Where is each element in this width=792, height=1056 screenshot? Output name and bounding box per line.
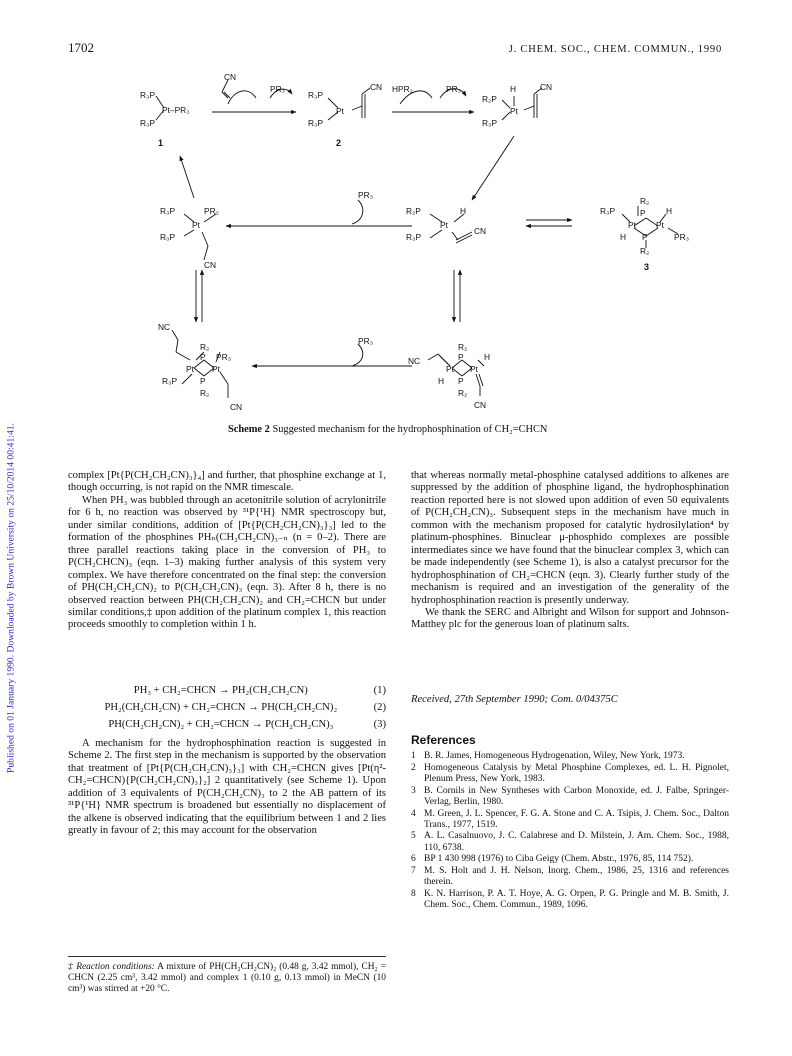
svg-text:R₂: R₂ [458, 342, 468, 352]
svg-text:HPR₂: HPR₂ [392, 84, 413, 94]
equation-3: PH(CH₂CH₂CN)₂ + CH₂=CHCN → P(CH₂CH₂CN)₃ (3) [108, 719, 386, 730]
svg-text:R₃P: R₃P [406, 232, 422, 242]
svg-text:R₂: R₂ [200, 342, 210, 352]
svg-text:Pt: Pt [510, 106, 518, 116]
svg-text:R₂: R₂ [640, 246, 650, 256]
compound-1-label: 1 [158, 138, 164, 148]
svg-text:CN: CN [540, 82, 553, 92]
svg-text:P: P [200, 376, 206, 386]
svg-text:R₂: R₂ [640, 196, 650, 206]
equation-1: PH₃ + CH₂=CHCN → PH₂(CH₂CH₂CN) (1) [133, 685, 386, 696]
download-stamp-text: Published on 01 January 1990. Downloaded by Brown University on 25/10/2014 00:41:41. [5, 423, 17, 773]
footnote [68, 962, 386, 996]
svg-text:CN: CN [204, 260, 217, 270]
svg-text:R₂P: R₂P [406, 206, 421, 216]
svg-text:PR₃: PR₃ [270, 84, 286, 94]
footnote-rule [68, 956, 386, 957]
equation-2: PH₂(CH₂CH₂CN) + CH₂=CHCN → PH(CH₂CH₂CN)₂ (2) [104, 702, 386, 713]
svg-text:PR₂: PR₂ [204, 206, 219, 216]
paragraph: that whereas normally metal-phosphine catalysed additions to alkenes are suppressed by the addition of phosphine ligand, the hydrophosphination reaction reported here is not slowed upon addition of even 50 equivalents of P(CH₂CH₂CN)₃. Subsequent steps in the mechanism have much in common with the mechanism proposed for catalytic hydrosilylation⁴ by platinum-phosphines. Binuclear μ-phosphido complexes are possible intermediates since we have found that the binuclear complex 3, which can be made independently (see Scheme 1), is also a catalyst precursor for the hydrophosphination of CH₂=CHCN (eqn. 3). Clearly further study of the mechanism is required and an investigation of the generality of the hydrophosphination reaction is presently underway. [411, 470, 729, 606]
svg-text:R₃P: R₃P [308, 90, 324, 100]
svg-text:Pt: Pt [336, 106, 344, 116]
svg-text:R₃P: R₃P [160, 232, 176, 242]
svg-text:P: P [642, 232, 648, 242]
svg-text:PR₃: PR₃ [674, 232, 690, 242]
svg-text:CN: CN [370, 82, 383, 92]
svg-text:R₃P: R₃P [600, 206, 616, 216]
svg-text:CN: CN [474, 226, 487, 236]
scheme-caption-label: Scheme 2 [228, 424, 270, 435]
svg-text:R₃P: R₃P [140, 118, 156, 128]
left-column-lower [68, 738, 386, 838]
reference-item: 3 B. Cornils in New Syntheses with Carbon Monoxide, ed. J. Falbe, Springer-Verlag, Berlin, 1980. [411, 785, 729, 807]
svg-text:CN: CN [224, 72, 237, 82]
reference-item: 6 BP 1 430 998 (1976) to Ciba Geigy (Chem. Abstr., 1976, 85, 114 752). [411, 854, 694, 865]
reference-item: 2 Homogeneous Catalysis by Metal Phosphine Complexes, ed. L. H. Pignolet, Plenum Press, New York, 1983. [411, 762, 729, 784]
svg-text:H: H [510, 84, 517, 94]
reference-item: 5 A. L. Casalnuovo, J. C. Calabrese and D. Milstein, J. Am. Chem. Soc., 1988, 110, 6738. [411, 831, 729, 853]
scheme-caption [228, 424, 547, 435]
svg-text:H: H [438, 376, 445, 386]
svg-text:PR₃: PR₃ [446, 84, 462, 94]
svg-text:Pt: Pt [192, 220, 200, 230]
page-number: 1702 [68, 40, 94, 55]
left-column [68, 470, 386, 632]
equations [68, 682, 386, 733]
svg-text:Pt: Pt [656, 220, 664, 230]
svg-text:Pt: Pt [186, 364, 194, 374]
svg-text:Pt: Pt [470, 364, 478, 374]
svg-text:H: H [620, 232, 627, 242]
svg-text:H: H [460, 206, 467, 216]
footnote-label: ‡ Reaction conditions: [68, 962, 155, 972]
footnote-text: A mixture of PH(CH₂CH₂CN)₂ (0.48 g, 3.42 mmol), CH₂ = CHCN (2.25 cm³, 3.42 mmol) and complex 1 (0.10 g, 0.13 mmol) in MeCN (10 cm³) was stirred at +20 °C. [68, 962, 386, 995]
journal-header: J. CHEM. SOC., CHEM. COMMUN., 1990 [508, 44, 722, 55]
download-stamp [0, 0, 22, 1056]
svg-text:P: P [458, 376, 464, 386]
svg-text:P: P [640, 208, 646, 218]
reference-item: 7 M. S. Holt and J. H. Nelson, Inorg. Chem., 1986, 25, 1316 and references therein. [411, 866, 729, 888]
received-line: Received, 27th September 1990; Com. 0/04375C [411, 694, 618, 705]
svg-text:R₃P: R₃P [482, 118, 498, 128]
svg-text:P: P [458, 352, 464, 362]
pt-label: Pt–PR₃ [162, 105, 190, 115]
paragraph: A mechanism for the hydrophosphination reaction is suggested in Scheme 2. The first step in the mechanism is supported by the observation that treatment of [Pt{P(CH₂CH₂CN)₃}₃] with CH₂=CHCN gives [Pt(η²-CH₂=CHCN){P(CH₂CH₂CN)₃}₂] 2 quantitatively (see Scheme 1). Upon addition of 3 equivalents of P(CH₂CH₂CN)₃ to 2 the AB pattern of its ³¹P{¹H} NMR spectrum is broadened but essentially no displacement of the alkene is observed indicating that the equilibrium between 1 and 2 lies greatly in favour of 2; this may account for the observation [68, 738, 386, 837]
svg-text:CN: CN [230, 402, 243, 412]
references-heading: References [411, 733, 476, 747]
paragraph: We thank the SERC and Albright and Wilson for support and Johnson-Matthey plc for the generous loan of platinum salts. [411, 606, 729, 631]
reference-item: 4 M. Green, J. L. Spencer, F. G. A. Stone and C. A. Tsipis, J. Chem. Soc., Dalton Trans., 1977, 1519. [411, 808, 729, 830]
paragraph: complex [Pt{P(CH₂CH₂CN)₃}₄] and further, that phosphine exchange at 1, though occurring, is not rapid on the NMR timescale. [68, 470, 386, 494]
svg-text:R₂: R₂ [458, 388, 468, 398]
svg-text:R₃P: R₃P [308, 118, 324, 128]
svg-text:NC: NC [158, 322, 171, 332]
svg-text:NC: NC [408, 356, 421, 366]
svg-text:R₃P: R₃P [162, 376, 178, 386]
svg-text:H: H [666, 206, 673, 216]
svg-text:Pt: Pt [212, 364, 220, 374]
svg-text:Pt: Pt [446, 364, 454, 374]
svg-text:Pt: Pt [628, 220, 636, 230]
paragraph: When PH₃ was bubbled through an acetonitrile solution of acrylonitrile for 6 h, no reaction was observed by ³¹P{¹H} NMR spectroscopy but, under similar conditions, addition of [Pt{P(CH₂CH₂CN)₃}₃] led to the formation of the phosphines PHₙ(CH₂CH₂CN)₃₋ₙ (n = 0–2). There are three parallel reactions taking place in the conversion of PH₃ to P(CH₂CHCN)₃ (eqn. 1–3) making further analysis of this system very complex. We have therefore concentrated on the final step: the conversion of PH(CH₂CH₂CN)₂ to P(CH₂CH₂CN)₃ (eqn. 3). After 8 h, there is no observed reaction between PH(CH₂CH₂CN)₂ and CH₂=CHCN but under similar conditions,‡ upon addition of the platinum complex 1, this reaction proceeds smoothly to completion within 1 h. [68, 494, 386, 631]
svg-text:H: H [484, 352, 491, 362]
svg-text:CN: CN [474, 400, 487, 410]
svg-text:P: P [200, 352, 206, 362]
ligand-label: R₃P [140, 90, 156, 100]
reference-item: 8 K. N. Harrison, P. A. T. Hoye, A. G. Orpen, P. G. Pringle and M. B. Smith, J. Chem. Soc., Chem. Commun., 1989, 1096. [411, 888, 729, 911]
svg-text:R₃P: R₃P [160, 206, 176, 216]
svg-text:PR₃: PR₃ [358, 190, 374, 200]
svg-text:PR₃: PR₃ [216, 352, 232, 362]
scheme-caption-text: Suggested mechanism for the hydrophosphination of CH₂=CHCN [269, 424, 548, 435]
svg-text:Pt: Pt [440, 220, 448, 230]
right-column [411, 470, 729, 632]
reaction-scheme [100, 68, 720, 420]
reference-item: 1 B. R. James, Homogeneous Hydrogenation, Wiley, New York, 1973. [411, 751, 685, 761]
compound-2-label: 2 [336, 138, 342, 148]
compound-3-label: 3 [644, 262, 650, 272]
svg-text:R₂: R₂ [200, 388, 210, 398]
svg-text:R₂P: R₂P [482, 94, 497, 104]
references-list [411, 751, 729, 912]
svg-text:PR₃: PR₃ [358, 336, 374, 346]
